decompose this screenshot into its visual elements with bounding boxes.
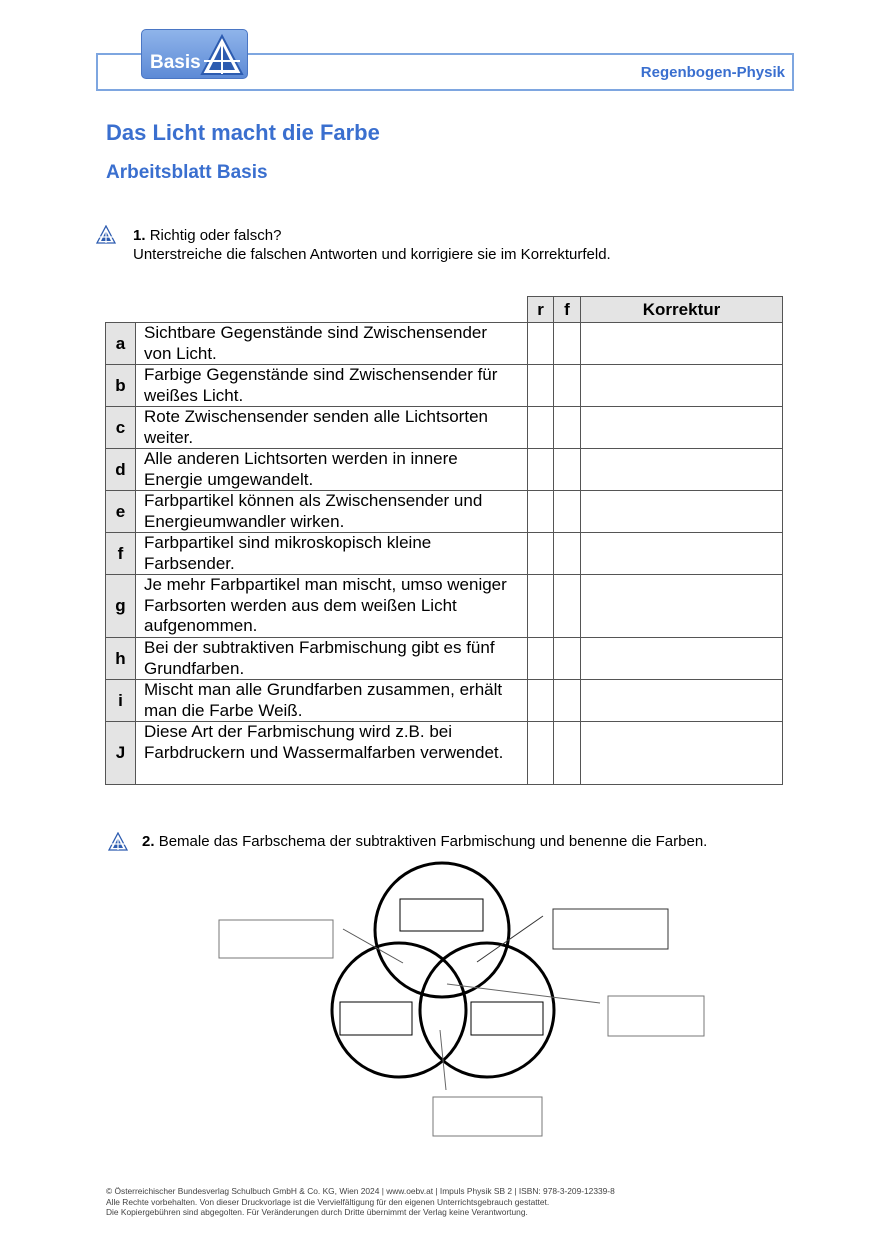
label-box-top-circle[interactable] bbox=[400, 899, 483, 931]
table-row bbox=[106, 533, 783, 575]
page-subtitle: Arbeitsblatt Basis bbox=[106, 162, 268, 183]
row-statement[interactable]: Mischt man alle Grundfarben zusammen, erhält man die Farbe Weiß. bbox=[136, 680, 528, 722]
correction-field[interactable] bbox=[581, 323, 783, 365]
table-header-row bbox=[106, 297, 783, 323]
correction-field[interactable] bbox=[581, 680, 783, 722]
table-row bbox=[106, 449, 783, 491]
table-row bbox=[106, 365, 783, 407]
true-false-table bbox=[105, 296, 783, 785]
triangle-logo-icon bbox=[200, 34, 244, 76]
row-letter: g bbox=[106, 575, 136, 638]
label-box-right-overlap[interactable] bbox=[553, 909, 668, 949]
checkbox-f[interactable] bbox=[554, 491, 581, 533]
label-box-left-overlap[interactable] bbox=[219, 920, 333, 958]
row-statement[interactable]: Bei der subtraktiven Farbmischung gibt es fünf Grundfarben. bbox=[136, 638, 528, 680]
correction-field[interactable] bbox=[581, 491, 783, 533]
table-row bbox=[106, 323, 783, 365]
row-letter: f bbox=[106, 533, 136, 575]
basis-level-icon bbox=[108, 832, 128, 852]
table-row bbox=[106, 680, 783, 722]
pointer-line bbox=[440, 1030, 446, 1090]
checkbox-r[interactable] bbox=[528, 575, 554, 638]
row-statement[interactable]: Farbige Gegenstände sind Zwischensender für weißes Licht. bbox=[136, 365, 528, 407]
circle-top[interactable] bbox=[375, 863, 509, 997]
row-statement[interactable]: Sichtbare Gegenstände sind Zwischensender von Licht. bbox=[136, 323, 528, 365]
task1-prompt bbox=[133, 227, 281, 244]
correction-field[interactable] bbox=[581, 407, 783, 449]
logo-text: Basis bbox=[150, 52, 201, 73]
checkbox-f[interactable] bbox=[554, 722, 581, 785]
table-row bbox=[106, 491, 783, 533]
circle-left[interactable] bbox=[332, 943, 466, 1077]
checkbox-f[interactable] bbox=[554, 407, 581, 449]
row-statement[interactable]: Alle anderen Lichtsorten werden in innere Energie umgewandelt. bbox=[136, 449, 528, 491]
row-statement[interactable]: Farbpartikel können als Zwischensender und Energieumwandler wirken. bbox=[136, 491, 528, 533]
task2-number: 2. bbox=[142, 833, 155, 850]
checkbox-r[interactable] bbox=[528, 722, 554, 785]
correction-field[interactable] bbox=[581, 365, 783, 407]
checkbox-f[interactable] bbox=[554, 638, 581, 680]
label-box-right-circle[interactable] bbox=[471, 1002, 543, 1035]
checkbox-r[interactable] bbox=[528, 638, 554, 680]
correction-field[interactable] bbox=[581, 722, 783, 785]
checkbox-r[interactable] bbox=[528, 407, 554, 449]
task1-instruction: Unterstreiche die falschen Antworten und korrigiere sie im Korrekturfeld. bbox=[133, 246, 611, 263]
row-letter: J bbox=[106, 722, 136, 785]
correction-field[interactable] bbox=[581, 533, 783, 575]
table-row bbox=[106, 407, 783, 449]
footer-line: © Österreichischer Bundesverlag Schulbuch GmbH & Co. KG, Wien 2024 | www.oebv.at | Impuls Physik SB 2 | ISBN: 978-3-209-12339-8 bbox=[106, 1186, 615, 1196]
row-statement[interactable]: Je mehr Farbpartikel man mischt, umso weniger Farbsorten werden aus dem weißen Licht aufgenommen. bbox=[136, 575, 528, 638]
label-box-center[interactable] bbox=[608, 996, 704, 1036]
footer-line: Alle Rechte vorbehalten. Von dieser Druckvorlage ist die Vervielfältigung für den eigenen Unterrichtsgebrauch gestattet. bbox=[106, 1196, 550, 1207]
checkbox-f[interactable] bbox=[554, 449, 581, 491]
page-title: Das Licht macht die Farbe bbox=[106, 120, 380, 145]
column-header-r: r bbox=[528, 297, 554, 323]
table-row bbox=[106, 722, 783, 785]
pointer-line bbox=[447, 984, 600, 1003]
basis-level-icon bbox=[96, 225, 116, 245]
checkbox-f[interactable] bbox=[554, 365, 581, 407]
checkbox-r[interactable] bbox=[528, 323, 554, 365]
row-letter: h bbox=[106, 638, 136, 680]
checkbox-r[interactable] bbox=[528, 449, 554, 491]
task2-instruction bbox=[142, 833, 707, 850]
row-letter: a bbox=[106, 323, 136, 365]
table-row bbox=[106, 575, 783, 638]
circle-right[interactable] bbox=[420, 943, 554, 1077]
correction-field[interactable] bbox=[581, 638, 783, 680]
row-letter: e bbox=[106, 491, 136, 533]
row-statement[interactable]: Diese Art der Farbmischung wird z.B. bei Farbdruckern und Wassermalfarben verwendet. bbox=[136, 722, 528, 785]
row-letter: d bbox=[106, 449, 136, 491]
checkbox-r[interactable] bbox=[528, 491, 554, 533]
footer-line: Die Kopiergebühren sind abgegolten. Für Veränderungen durch Dritte übernimmt der Verlag keine Verantwortung. bbox=[106, 1207, 528, 1217]
task1-number: 1. bbox=[133, 227, 146, 244]
row-letter: i bbox=[106, 680, 136, 722]
table-row bbox=[106, 638, 783, 680]
copyright-footer bbox=[106, 1186, 806, 1218]
correction-field[interactable] bbox=[581, 575, 783, 638]
task1-question: Richtig oder falsch? bbox=[149, 227, 282, 244]
checkbox-f[interactable] bbox=[554, 533, 581, 575]
column-header-korrektur: Korrektur bbox=[581, 297, 783, 323]
correction-field[interactable] bbox=[581, 449, 783, 491]
row-statement[interactable]: Farbpartikel sind mikroskopisch kleine Farbsender. bbox=[136, 533, 528, 575]
pointer-line bbox=[343, 929, 403, 963]
checkbox-r[interactable] bbox=[528, 533, 554, 575]
task2-text: Bemale das Farbschema der subtraktiven Farbmischung und benenne die Farben. bbox=[158, 833, 708, 850]
row-letter: b bbox=[106, 365, 136, 407]
checkbox-r[interactable] bbox=[528, 365, 554, 407]
series-name: Regenbogen-Physik bbox=[640, 64, 785, 81]
label-box-left-circle[interactable] bbox=[340, 1002, 412, 1035]
checkbox-f[interactable] bbox=[554, 680, 581, 722]
checkbox-f[interactable] bbox=[554, 323, 581, 365]
pointer-line bbox=[477, 916, 543, 962]
checkbox-f[interactable] bbox=[554, 575, 581, 638]
column-header-f: f bbox=[554, 297, 581, 323]
basis-logo bbox=[141, 29, 248, 79]
label-box-bottom-overlap[interactable] bbox=[433, 1097, 542, 1136]
row-letter: c bbox=[106, 407, 136, 449]
row-statement[interactable]: Rote Zwischensender senden alle Lichtsorten weiter. bbox=[136, 407, 528, 449]
checkbox-r[interactable] bbox=[528, 680, 554, 722]
